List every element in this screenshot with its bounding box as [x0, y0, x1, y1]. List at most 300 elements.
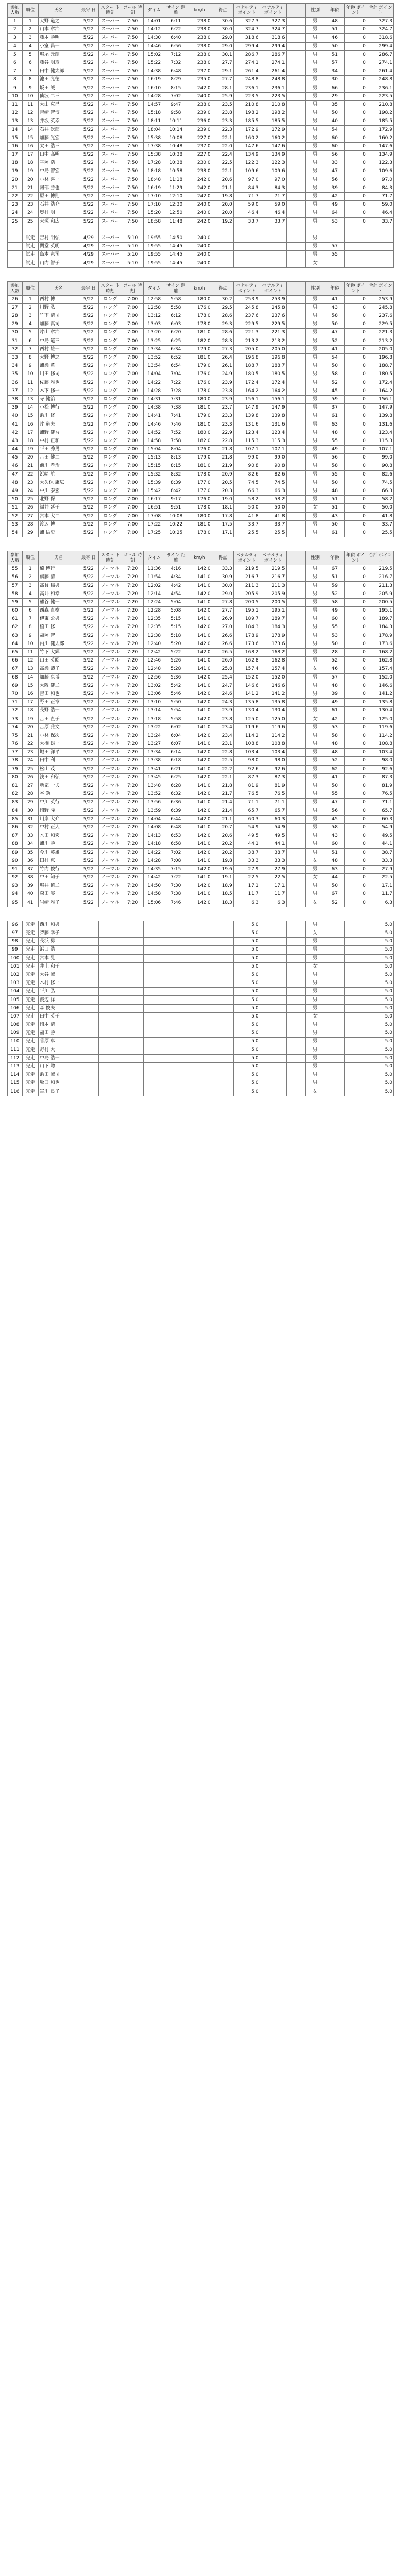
table-cell: 12:56 — [143, 673, 165, 682]
table-cell: 男 — [306, 640, 325, 648]
table-cell: スーパー — [99, 126, 122, 134]
header-cell: タイム — [143, 4, 165, 18]
table-cell: 51 — [8, 504, 23, 512]
table-cell — [344, 251, 367, 259]
table-cell: 23.3 — [212, 117, 233, 126]
table-cell: 141.0 — [187, 657, 212, 665]
table-cell: 5/22 — [78, 209, 99, 217]
table-cell: 22.8 — [212, 437, 233, 445]
table-cell: 5.0 — [367, 938, 393, 946]
table-cell: 68 — [8, 673, 23, 682]
table-cell — [260, 962, 286, 971]
table-cell — [212, 1079, 233, 1088]
table-cell: 87.3 — [233, 773, 260, 782]
table-cell: 82 — [8, 790, 23, 799]
table-cell: 22.1 — [212, 773, 233, 782]
table-cell: 122.3 — [233, 159, 260, 167]
table-cell: 中村 正和 — [38, 437, 78, 445]
table-cell — [260, 921, 286, 929]
table-row — [8, 946, 394, 954]
table-cell: 7:20 — [122, 682, 143, 690]
table-cell: 24.7 — [212, 682, 233, 690]
table-cell: 13:22 — [143, 723, 165, 732]
table-cell: 5/22 — [78, 865, 99, 873]
table-row — [8, 1071, 394, 1079]
table-cell: 6:22 — [165, 26, 187, 34]
table-cell: ノーマル — [99, 865, 122, 873]
table-cell: 238.0 — [187, 167, 212, 176]
table-cell: 17:22 — [143, 520, 165, 529]
table-cell: 237.6 — [233, 312, 260, 320]
table-cell: 46.4 — [260, 209, 286, 217]
table-cell: 17.5 — [212, 520, 233, 529]
table-cell: スーパー — [99, 167, 122, 176]
table-cell: スーパー — [99, 259, 122, 267]
table-cell — [187, 971, 212, 979]
table-cell: 5/22 — [78, 201, 99, 209]
table-cell: 48 — [8, 479, 23, 487]
table-cell: 147.6 — [367, 142, 393, 150]
table-cell: 131.6 — [260, 420, 286, 429]
table-cell — [165, 1029, 187, 1038]
table-cell: 180.5 — [233, 370, 260, 379]
table-cell: 54.9 — [367, 823, 393, 832]
table-cell: 114.2 — [233, 732, 260, 740]
table-cell — [286, 690, 306, 698]
table-cell: 7:20 — [122, 590, 143, 598]
table-cell — [344, 929, 367, 937]
table-cell: 28 — [22, 790, 38, 799]
table-cell: 219.5 — [367, 565, 393, 573]
table-cell: 5.0 — [367, 921, 393, 929]
table-cell — [344, 1021, 367, 1029]
header-cell: 参加 人数 — [8, 551, 23, 565]
table-cell: 29 — [22, 529, 38, 537]
table-cell: 60 — [8, 607, 23, 615]
table-cell: 60.3 — [367, 815, 393, 823]
table-cell: 男 — [306, 773, 325, 782]
table-cell: スーパー — [99, 234, 122, 242]
table-cell — [306, 226, 325, 234]
table-cell — [122, 226, 143, 234]
table-cell: 49.5 — [260, 832, 286, 840]
table-cell: 5:04 — [165, 598, 187, 606]
table-cell: 119.6 — [367, 723, 393, 732]
table-cell — [344, 1071, 367, 1079]
table-cell: 70 — [8, 690, 23, 698]
table-cell: 240.0 — [187, 243, 212, 251]
table-cell — [212, 1062, 233, 1071]
table-cell: 58 — [8, 590, 23, 598]
table-cell: 27.7 — [212, 607, 233, 615]
table-cell: 18.5 — [212, 890, 233, 899]
table-cell: 213.2 — [367, 337, 393, 345]
table-cell: 寺 健治 — [38, 395, 78, 403]
table-cell: 51 — [325, 50, 344, 59]
table-cell: 男 — [306, 529, 325, 537]
table-cell: 184.3 — [260, 623, 286, 632]
table-cell: ロング — [99, 487, 122, 495]
table-cell: 11 — [22, 648, 38, 656]
table-cell: 10:48 — [165, 142, 187, 150]
table-cell: 0 — [344, 520, 367, 529]
table-cell: 男 — [306, 882, 325, 890]
table-cell: 3 — [8, 34, 23, 42]
table-cell: 大阪 健二 — [38, 682, 78, 690]
table-cell: 8:15 — [165, 462, 187, 470]
table-cell: 33.7 — [233, 217, 260, 226]
table-cell: 15 — [8, 134, 23, 142]
table-cell: 51 — [325, 504, 344, 512]
table-cell: 36 — [8, 379, 23, 387]
table-cell: 20.3 — [212, 487, 233, 495]
table-cell: 10:58 — [165, 167, 187, 176]
table-cell: 44 — [325, 874, 344, 882]
table-cell — [286, 890, 306, 899]
table-cell — [344, 946, 367, 954]
table-cell: 7:50 — [122, 201, 143, 209]
table-cell: 吉田 健二 — [38, 454, 78, 462]
table-cell — [260, 1021, 286, 1029]
table-cell: 49.5 — [367, 832, 393, 840]
table-row — [8, 470, 394, 479]
table-cell: 134.9 — [233, 151, 260, 159]
table-cell: 堀井 慎二 — [38, 882, 78, 890]
table-cell: 39 — [8, 404, 23, 412]
table-cell — [286, 520, 306, 529]
table-cell: 完走 — [22, 962, 38, 971]
table-cell: 172.4 — [233, 379, 260, 387]
table-cell: 5/22 — [78, 42, 99, 50]
table-row — [8, 151, 394, 159]
table-cell: 61 — [8, 615, 23, 623]
table-cell: 浦川 勝 — [38, 840, 78, 849]
table-cell: 12:30 — [165, 201, 187, 209]
table-cell: 男 — [306, 345, 325, 353]
table-cell: 男 — [306, 251, 325, 259]
table-row — [8, 84, 394, 92]
table-cell: 90.8 — [233, 462, 260, 470]
table-cell — [260, 1004, 286, 1012]
table-cell — [99, 996, 122, 1004]
table-cell: 0 — [344, 446, 367, 454]
header-cell: 性別 — [306, 281, 325, 295]
table-cell — [286, 100, 306, 109]
header-cell: 最寄 日 — [78, 551, 99, 565]
table-cell: 60 — [325, 615, 344, 623]
table-cell: 103 — [8, 979, 23, 988]
table-cell: 22.5 — [212, 159, 233, 167]
table-cell: 5:15 — [165, 615, 187, 623]
table-cell: 4/29 — [78, 259, 99, 267]
table-cell: 平川 弘 — [38, 988, 78, 996]
table-cell: 中島 浩一 — [38, 1054, 78, 1062]
table-cell: 76.5 — [260, 790, 286, 799]
table-cell: 福田 勝 — [38, 1029, 78, 1038]
table-cell — [260, 251, 286, 259]
table-row — [8, 890, 394, 899]
header-cell: km/h — [187, 551, 212, 565]
table-row — [8, 882, 394, 890]
table-cell — [260, 946, 286, 954]
table-cell: 7:20 — [122, 690, 143, 698]
table-cell — [122, 954, 143, 962]
table-cell: 6:11 — [165, 18, 187, 26]
table-cell — [286, 353, 306, 362]
table-cell: 22.2 — [212, 765, 233, 773]
table-cell: 男 — [306, 34, 325, 42]
table-cell — [286, 573, 306, 582]
table-cell — [143, 1046, 165, 1054]
table-cell: 19.2 — [212, 217, 233, 226]
table-cell: 男 — [306, 42, 325, 50]
table-cell: 141.0 — [187, 765, 212, 773]
table-cell: 今川 英雄 — [38, 849, 78, 857]
table-cell: 38.7 — [367, 849, 393, 857]
table-cell: 30.1 — [212, 50, 233, 59]
table-cell: 女 — [306, 715, 325, 723]
table-cell: 9:58 — [165, 109, 187, 117]
table-row — [8, 1046, 394, 1054]
table-cell: ロング — [99, 446, 122, 454]
table-cell: 130.4 — [233, 707, 260, 715]
table-cell: ノーマル — [99, 890, 122, 899]
table-cell: 宮本 大二 — [38, 512, 78, 520]
table-cell — [122, 971, 143, 979]
table-cell: 10:38 — [165, 151, 187, 159]
table-cell: 7:20 — [122, 899, 143, 907]
table-cell: 142.0 — [187, 648, 212, 656]
table-cell: 41.8 — [367, 512, 393, 520]
table-cell: 13:45 — [143, 773, 165, 782]
table-cell: 131.6 — [233, 420, 260, 429]
table-row — [8, 201, 394, 209]
table-cell: ロング — [99, 303, 122, 312]
table-cell: 114 — [8, 1071, 23, 1079]
table-cell: 10 — [8, 92, 23, 100]
table-cell: 8 — [22, 353, 38, 362]
table-cell — [212, 938, 233, 946]
table-cell: 46 — [8, 462, 23, 470]
table-cell: 7:00 — [122, 362, 143, 370]
table-cell — [325, 971, 344, 979]
table-cell — [286, 757, 306, 765]
table-row — [8, 67, 394, 76]
table-cell: 27 — [22, 512, 38, 520]
table-cell: 35 — [325, 100, 344, 109]
table-cell — [286, 234, 306, 242]
table-cell — [286, 243, 306, 251]
table-cell: 27 — [22, 782, 38, 790]
table-cell: 8:15 — [165, 84, 187, 92]
table-cell: 173.6 — [367, 640, 393, 648]
table-cell: 58 — [325, 598, 344, 606]
table-cell: 男 — [306, 446, 325, 454]
table-cell: 5/22 — [78, 512, 99, 520]
table-cell: 44.1 — [233, 840, 260, 849]
table-cell: 22.5 — [212, 757, 233, 765]
table-cell: ノーマル — [99, 615, 122, 623]
table-cell: 男 — [306, 312, 325, 320]
table-cell: 19.1 — [212, 874, 233, 882]
table-cell: 58 — [325, 732, 344, 740]
table-cell — [286, 18, 306, 26]
table-cell: 0 — [344, 573, 367, 582]
table-cell: 9:51 — [165, 504, 187, 512]
table-row — [8, 167, 394, 176]
table-cell — [99, 1062, 122, 1071]
table-cell: 7:20 — [122, 657, 143, 665]
table-row — [8, 857, 394, 865]
table-cell: 0 — [344, 159, 367, 167]
table-cell: 5/22 — [78, 815, 99, 823]
table-cell: 5:10 — [122, 234, 143, 242]
table-cell: 205.0 — [260, 345, 286, 353]
table-cell: 0 — [344, 740, 367, 749]
table-cell: 53 — [325, 217, 344, 226]
table-cell — [187, 226, 212, 234]
table-row — [8, 632, 394, 640]
table-cell: 5 — [8, 50, 23, 59]
table-cell: 205.9 — [233, 590, 260, 598]
header-cell: 最寄 日 — [78, 4, 99, 18]
table-cell: 141.0 — [187, 707, 212, 715]
table-cell: 50 — [325, 520, 344, 529]
table-cell: 男 — [306, 234, 325, 242]
table-cell — [233, 226, 260, 234]
table-cell — [8, 226, 23, 234]
table-cell: 9 — [8, 84, 23, 92]
table-cell: スーパー — [99, 92, 122, 100]
table-cell: 7:20 — [122, 623, 143, 632]
table-row — [8, 303, 394, 312]
table-row — [8, 1004, 394, 1012]
table-cell: 7:00 — [122, 329, 143, 337]
table-cell — [165, 988, 187, 996]
table-cell: 238.0 — [187, 26, 212, 34]
table-cell — [325, 259, 344, 267]
table-cell: 61 — [325, 412, 344, 420]
table-cell: 66 — [8, 657, 23, 665]
table-cell: 57 — [8, 582, 23, 590]
table-cell: 135.8 — [233, 699, 260, 707]
table-cell: 5.0 — [233, 996, 260, 1004]
table-cell: 渡辺 洋 — [38, 996, 78, 1004]
table-cell — [99, 1054, 122, 1062]
table-cell — [212, 259, 233, 267]
header-cell: スター ト時刻 — [99, 551, 122, 565]
header-cell: ペナルティ ポイント — [260, 281, 286, 295]
table-cell: 福岡 智 — [38, 632, 78, 640]
table-cell — [286, 749, 306, 757]
table-cell — [143, 929, 165, 937]
table-row — [8, 807, 394, 815]
table-cell: 238.0 — [187, 42, 212, 50]
table-cell — [344, 259, 367, 267]
table-cell: 28.1 — [212, 84, 233, 92]
table-cell: 西村 雄一 — [38, 345, 78, 353]
table-cell — [286, 657, 306, 665]
table-cell: 62 — [325, 765, 344, 773]
table-cell: 22.5 — [367, 874, 393, 882]
table-cell: 5:10 — [122, 259, 143, 267]
table-cell: 0 — [344, 757, 367, 765]
table-cell — [165, 929, 187, 937]
header-cell: 年齢 — [325, 4, 344, 18]
table-cell: ノーマル — [99, 673, 122, 682]
table-cell: 23.1 — [212, 740, 233, 749]
table-cell: 5/22 — [78, 723, 99, 732]
table-cell: 7:00 — [122, 479, 143, 487]
table-cell — [212, 988, 233, 996]
table-cell: 24.9 — [212, 370, 233, 379]
table-cell: 7:20 — [122, 865, 143, 873]
table-cell: ノーマル — [99, 573, 122, 582]
table-cell: 180.0 — [187, 395, 212, 403]
table-row — [8, 479, 394, 487]
table-cell — [325, 1088, 344, 1096]
table-cell: 18:48 — [143, 176, 165, 184]
table-cell: 50 — [325, 362, 344, 370]
table-cell: 0 — [344, 59, 367, 67]
table-cell: 6 — [22, 607, 38, 615]
table-cell: 岡本 清 — [38, 1021, 78, 1029]
table-cell: 6:14 — [165, 749, 187, 757]
table-cell: 81 — [8, 782, 23, 790]
table-cell — [286, 192, 306, 200]
table-cell: 5/22 — [78, 573, 99, 582]
table-cell: 34 — [325, 67, 344, 76]
table-cell: 男 — [306, 76, 325, 84]
table-cell: 5.0 — [367, 1038, 393, 1046]
table-cell: 116 — [8, 1088, 23, 1096]
table-cell: 13:20 — [143, 329, 165, 337]
table-cell: 176.0 — [187, 379, 212, 387]
table-cell: 74 — [8, 723, 23, 732]
table-cell: 藤本 勝明 — [38, 34, 78, 42]
table-cell: 0 — [344, 209, 367, 217]
table-cell — [286, 504, 306, 512]
table-cell: 5.0 — [233, 1004, 260, 1012]
table-cell — [286, 799, 306, 807]
table-cell: 36 — [22, 857, 38, 865]
table-cell: 52 — [325, 657, 344, 665]
table-cell — [344, 1038, 367, 1046]
table-cell: 14:38 — [143, 67, 165, 76]
table-cell: ノーマル — [99, 607, 122, 615]
table-row — [8, 437, 394, 445]
table-row — [8, 740, 394, 749]
table-cell: 5/22 — [78, 437, 99, 445]
table-cell: ロング — [99, 345, 122, 353]
table-cell: 24 — [22, 209, 38, 217]
table-cell: 49 — [325, 446, 344, 454]
table-cell: 男 — [306, 362, 325, 370]
table-cell: 0 — [344, 699, 367, 707]
table-cell: 13 — [8, 117, 23, 126]
table-cell: 142.0 — [187, 699, 212, 707]
table-cell: 22.1 — [212, 167, 233, 176]
table-cell: 40 — [8, 412, 23, 420]
table-cell: 5.0 — [367, 1071, 393, 1079]
table-cell: 7:50 — [122, 117, 143, 126]
header-cell: 氏名 — [38, 551, 78, 565]
table-cell: 7:50 — [122, 42, 143, 50]
table-cell: 14:45 — [165, 243, 187, 251]
table-cell — [78, 1079, 99, 1088]
table-row — [8, 50, 394, 59]
table-cell: 196.8 — [367, 353, 393, 362]
